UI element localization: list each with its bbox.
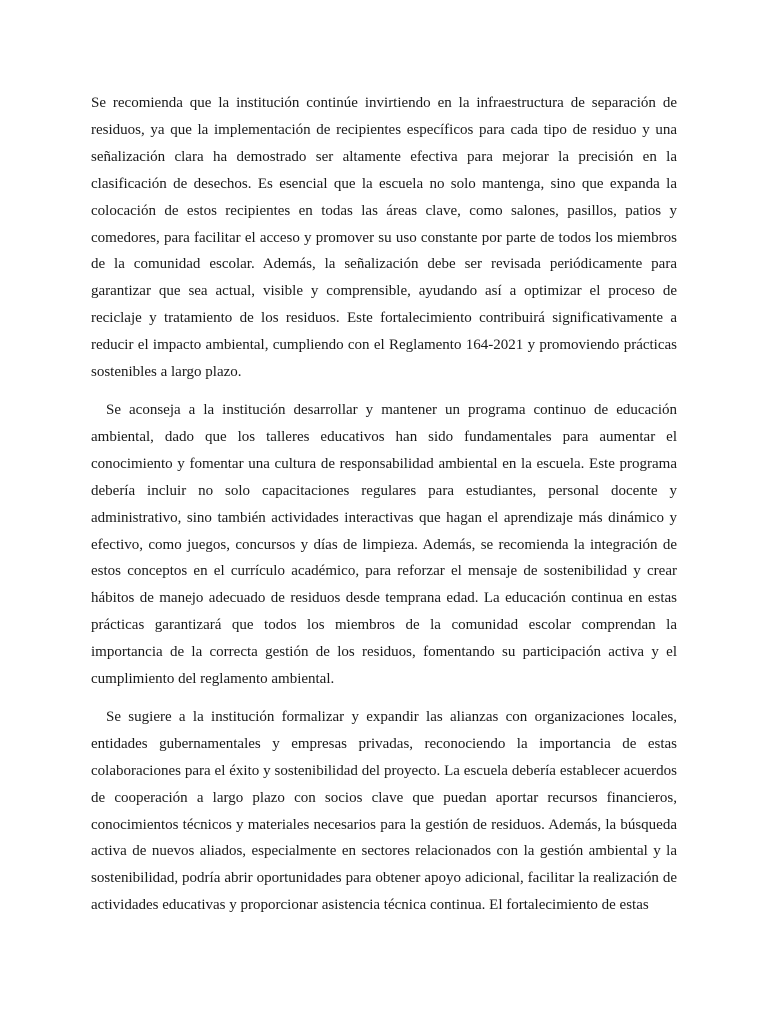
paragraph-alliances: Se sugiere a la institución formalizar y expandir las alianzas con organizaciones locales, entidades gubernamentales y empresas privadas, reconociendo la importancia de estas colaboraciones para el éxito y sostenibilidad del proyecto. La escuela debería establecer acuerdos de cooperación a largo plazo con socios clave que puedan aportar recursos financieros, conocimientos técnicos y materiales necesarios para la gestión de residuos. Además, la búsqueda activa de nuevos aliados, especialmente en sectores relacionados con la gestión ambiental y la sostenibilidad, podría abrir oportunidades para obtener apoyo adicional, facilitar la realización de actividades educativas y proporcionar asistencia técnica continua. El fortalecimiento de estas: [91, 708, 677, 914]
document-body: [91, 90, 677, 919]
paragraph-waste-separation: Se recomienda que la institución continúe invirtiendo en la infraestructura de separación de residuos, ya que la implementación de recipientes específicos para cada tipo de residuo y una señalización clara ha demostrado ser altamente efectiva para mejorar la precisión en la clasificación de desechos. Es esencial que la escuela no solo mantenga, sino que expanda la colocación de estos recipientes en todas las áreas clave, como salones, pasillos, patios y comedores, para facilitar el acceso y promover su uso constante por parte de todos los miembros de la comunidad escolar. Además, la señalización debe ser revisada periódicamente para garantizar que sea actual, visible y comprensible, ayudando así a optimizar el proceso de reciclaje y tratamiento de los residuos. Este fortalecimiento contribuirá significativamente a reducir el impacto ambiental, cumpliendo con el Reglamento 164-2021 y promoviendo prácticas sostenibles a largo plazo.: [91, 95, 677, 381]
paragraph-environmental-education: Se aconseja a la institución desarrollar y mantener un programa continuo de educación ambiental, dado que los talleres educativos han sido fundamentales para aumentar el conocimiento y fomentar una cultura de responsabilidad ambiental en la escuela. Este programa debería incluir no solo capacitaciones regulares para estudiantes, personal docente y administrativo, sino también actividades interactivas que hagan el aprendizaje más dinámico y efectivo, como juegos, concursos y días de limpieza. Además, se recomienda la integración de estos conceptos en el currículo académico, para reforzar el mensaje de sostenibilidad y crear hábitos de manejo adecuado de residuos desde temprana edad. La educación continua en estas prácticas garantizará que todos los miembros de la comunidad escolar comprendan la importancia de la correcta gestión de los residuos, fomentando su participación activa y el cumplimiento del reglamento ambiental.: [91, 401, 677, 688]
